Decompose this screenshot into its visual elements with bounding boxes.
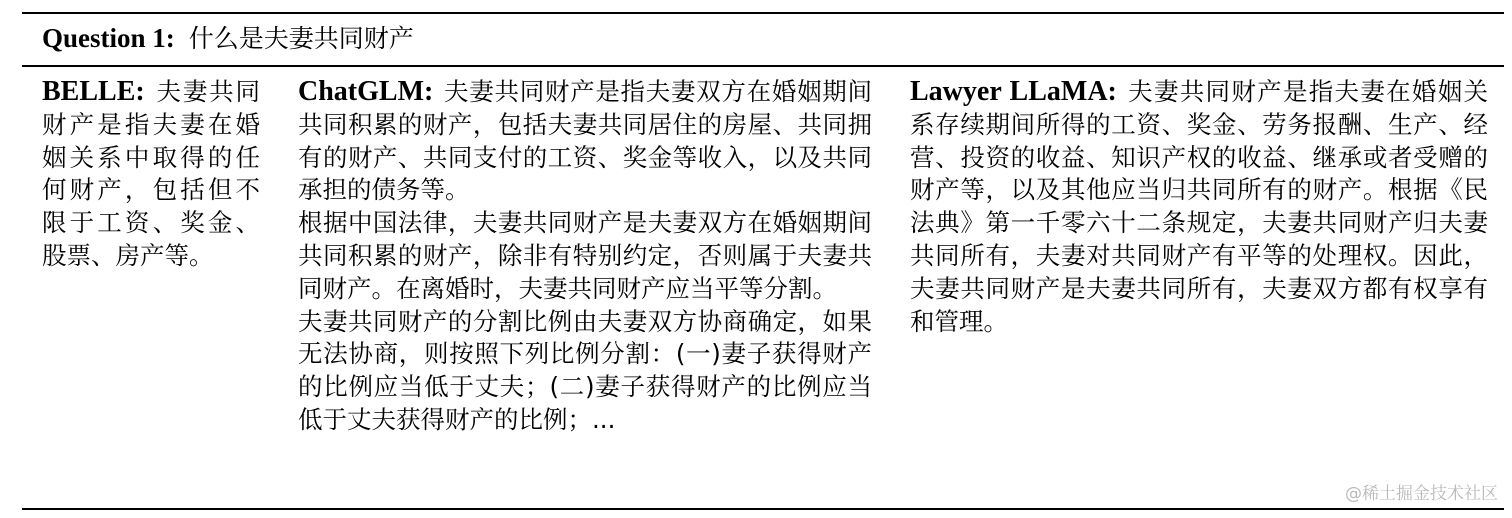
question-label: Question 1:: [42, 23, 175, 53]
lawyer-llama-answer-text: 夫妻共同财产是指夫妻在婚姻关系存续期间所得的工资、奖金、劳务报酬、生产、经营、投资的收益、知识产权的收益、继承或者受赠的财产等，以及其他应当归共同所有的财产。根据《民法典》第一千零六十二条规定，夫妻共同财产归夫妻共同所有，夫妻对共同财产有平等的处理权。因此，夫妻共同财产是夫妻共同所有，夫妻双方都有权享有和管理。: [910, 77, 1489, 336]
chatglm-answer-paragraph: 夫妻共同财产是指夫妻双方在婚姻期间共同积累的财产，包括夫妻共同居住的房屋、共同拥有的财产、共同支付的工资、奖金等收入，以及共同承担的债务等。: [298, 77, 872, 205]
model-name-chatglm: ChatGLM:: [298, 76, 434, 107]
model-name-lawyer-llama: Lawyer LLaMA:: [910, 76, 1117, 107]
bottom-rule: [22, 508, 1504, 510]
belle-answer-column: [42, 76, 260, 273]
question-header: [42, 21, 414, 56]
chatglm-answer-paragraph: 根据中国法律，夫妻共同财产是夫妻双方在婚姻期间共同积累的财产，除非有特别约定，否则属于夫妻共同财产。在离婚时，夫妻共同财产应当平等分割。: [298, 208, 872, 303]
belle-answer-text: 夫妻共同财产是指夫妻在婚姻关系中取得的任何财产，包括但不限于工资、奖金、股票、房产等。: [42, 77, 260, 270]
model-name-belle: BELLE:: [42, 76, 145, 107]
question-text: 什么是夫妻共同财产: [188, 24, 414, 53]
header-divider-rule: [22, 65, 1504, 67]
chatglm-answer-paragraph: 夫妻共同财产的分割比例由夫妻双方协商确定，如果无法协商，则按照下列比例分割：(一)妻子获得财产的比例应当低于丈夫；(二)妻子获得财产的比例应当低于丈夫获得财产的比例；...: [298, 306, 872, 434]
chatglm-answer-column: [298, 76, 872, 437]
top-rule: [22, 12, 1504, 14]
lawyer-llama-answer-column: [910, 76, 1488, 338]
watermark: @稀土掘金技术社区: [1345, 484, 1498, 504]
